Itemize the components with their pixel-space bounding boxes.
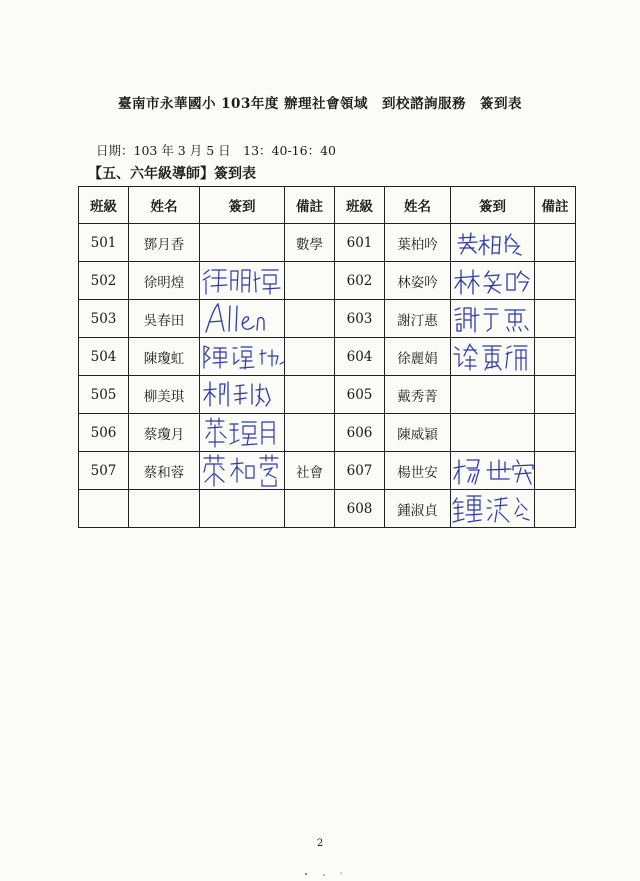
signature-cell xyxy=(451,490,535,528)
name-cell: 陳威穎 xyxy=(385,414,451,452)
handwritten-signature xyxy=(451,452,535,489)
class-cell xyxy=(79,490,129,528)
note-cell xyxy=(285,376,335,414)
name-cell: 徐明煌 xyxy=(129,262,200,300)
signature-cell xyxy=(451,338,535,376)
note-cell xyxy=(535,338,576,376)
note-cell xyxy=(285,262,335,300)
note-cell xyxy=(285,300,335,338)
class-cell: 503 xyxy=(79,300,129,338)
class-cell: 605 xyxy=(335,376,385,414)
class-cell: 505 xyxy=(79,376,129,414)
handwritten-signature xyxy=(200,262,285,299)
table-row xyxy=(79,262,576,300)
table-row xyxy=(79,300,576,338)
name-cell: 鄧月香 xyxy=(129,224,200,262)
class-cell: 506 xyxy=(79,414,129,452)
header-name: 姓名 xyxy=(129,187,200,224)
header-note: 備註 xyxy=(535,187,576,224)
class-cell: 606 xyxy=(335,414,385,452)
note-cell xyxy=(285,490,335,528)
date-line: 日期：103 年 3 月 5 日 13：40-16：40 xyxy=(96,143,336,158)
document-title: 臺南市永華國小 103年度 辦理社會領域 到校諮詢服務 簽到表 xyxy=(117,96,523,112)
name-cell: 林姿吟 xyxy=(385,262,451,300)
class-cell: 607 xyxy=(335,452,385,490)
header-class: 班級 xyxy=(335,187,385,224)
table-row xyxy=(79,338,576,376)
note-cell xyxy=(535,414,576,452)
name-cell: 葉柏吟 xyxy=(385,224,451,262)
signature-cell xyxy=(200,490,285,528)
signature-cell xyxy=(200,224,285,262)
handwritten-signature xyxy=(200,338,285,375)
class-cell: 603 xyxy=(335,300,385,338)
name-cell: 吳春田 xyxy=(129,300,200,338)
handwritten-signature xyxy=(451,300,535,337)
section-heading: 【五、六年級導師】簽到表 xyxy=(88,166,256,182)
handwritten-signature xyxy=(451,224,535,261)
note-cell: 社會 xyxy=(285,452,335,490)
name-cell: 戴秀菁 xyxy=(385,376,451,414)
table-row xyxy=(79,414,576,452)
note-cell xyxy=(285,338,335,376)
note-cell: 數學 xyxy=(285,224,335,262)
signature-cell xyxy=(451,262,535,300)
page-number: 2 xyxy=(316,838,324,849)
signature-cell xyxy=(200,414,285,452)
class-cell: 608 xyxy=(335,490,385,528)
handwritten-signature xyxy=(200,376,285,413)
table-header-row xyxy=(79,187,576,224)
class-cell: 502 xyxy=(79,262,129,300)
table-row xyxy=(79,376,576,414)
class-cell: 504 xyxy=(79,338,129,376)
handwritten-signature xyxy=(451,262,535,299)
note-cell xyxy=(535,262,576,300)
note-cell xyxy=(535,452,576,490)
note-cell xyxy=(535,300,576,338)
handwritten-signature xyxy=(200,300,285,337)
signature-cell xyxy=(451,300,535,338)
signature-cell xyxy=(451,414,535,452)
signature-cell xyxy=(200,300,285,338)
handwritten-signature xyxy=(200,452,285,489)
signature-cell xyxy=(200,376,285,414)
handwritten-signature xyxy=(451,338,535,375)
header-signature: 簽到 xyxy=(200,187,285,224)
header-note: 備註 xyxy=(285,187,335,224)
note-cell xyxy=(535,376,576,414)
class-cell: 604 xyxy=(335,338,385,376)
name-cell: 謝汀惠 xyxy=(385,300,451,338)
handwritten-signature xyxy=(200,414,285,451)
signature-cell xyxy=(451,224,535,262)
signature-cell xyxy=(200,452,285,490)
name-cell xyxy=(129,490,200,528)
name-cell: 鍾淑貞 xyxy=(385,490,451,528)
table-row xyxy=(79,452,576,490)
name-cell: 柳美琪 xyxy=(129,376,200,414)
class-cell: 507 xyxy=(79,452,129,490)
signature-cell xyxy=(451,376,535,414)
signature-cell xyxy=(200,338,285,376)
handwritten-signature xyxy=(451,490,535,527)
class-cell: 601 xyxy=(335,224,385,262)
signature-cell xyxy=(200,262,285,300)
signature-cell xyxy=(451,452,535,490)
header-class: 班級 xyxy=(79,187,129,224)
class-cell: 501 xyxy=(79,224,129,262)
header-signature: 簽到 xyxy=(451,187,535,224)
header-name: 姓名 xyxy=(385,187,451,224)
note-cell xyxy=(285,414,335,452)
table-row xyxy=(79,224,576,262)
name-cell: 徐麗娟 xyxy=(385,338,451,376)
signin-table xyxy=(78,186,576,528)
note-cell xyxy=(535,490,576,528)
scan-specks xyxy=(300,870,360,878)
name-cell: 蔡和蓉 xyxy=(129,452,200,490)
name-cell: 蔡瓊月 xyxy=(129,414,200,452)
name-cell: 楊世安 xyxy=(385,452,451,490)
table-row xyxy=(79,490,576,528)
class-cell: 602 xyxy=(335,262,385,300)
note-cell xyxy=(535,224,576,262)
name-cell: 陳瓊虹 xyxy=(129,338,200,376)
